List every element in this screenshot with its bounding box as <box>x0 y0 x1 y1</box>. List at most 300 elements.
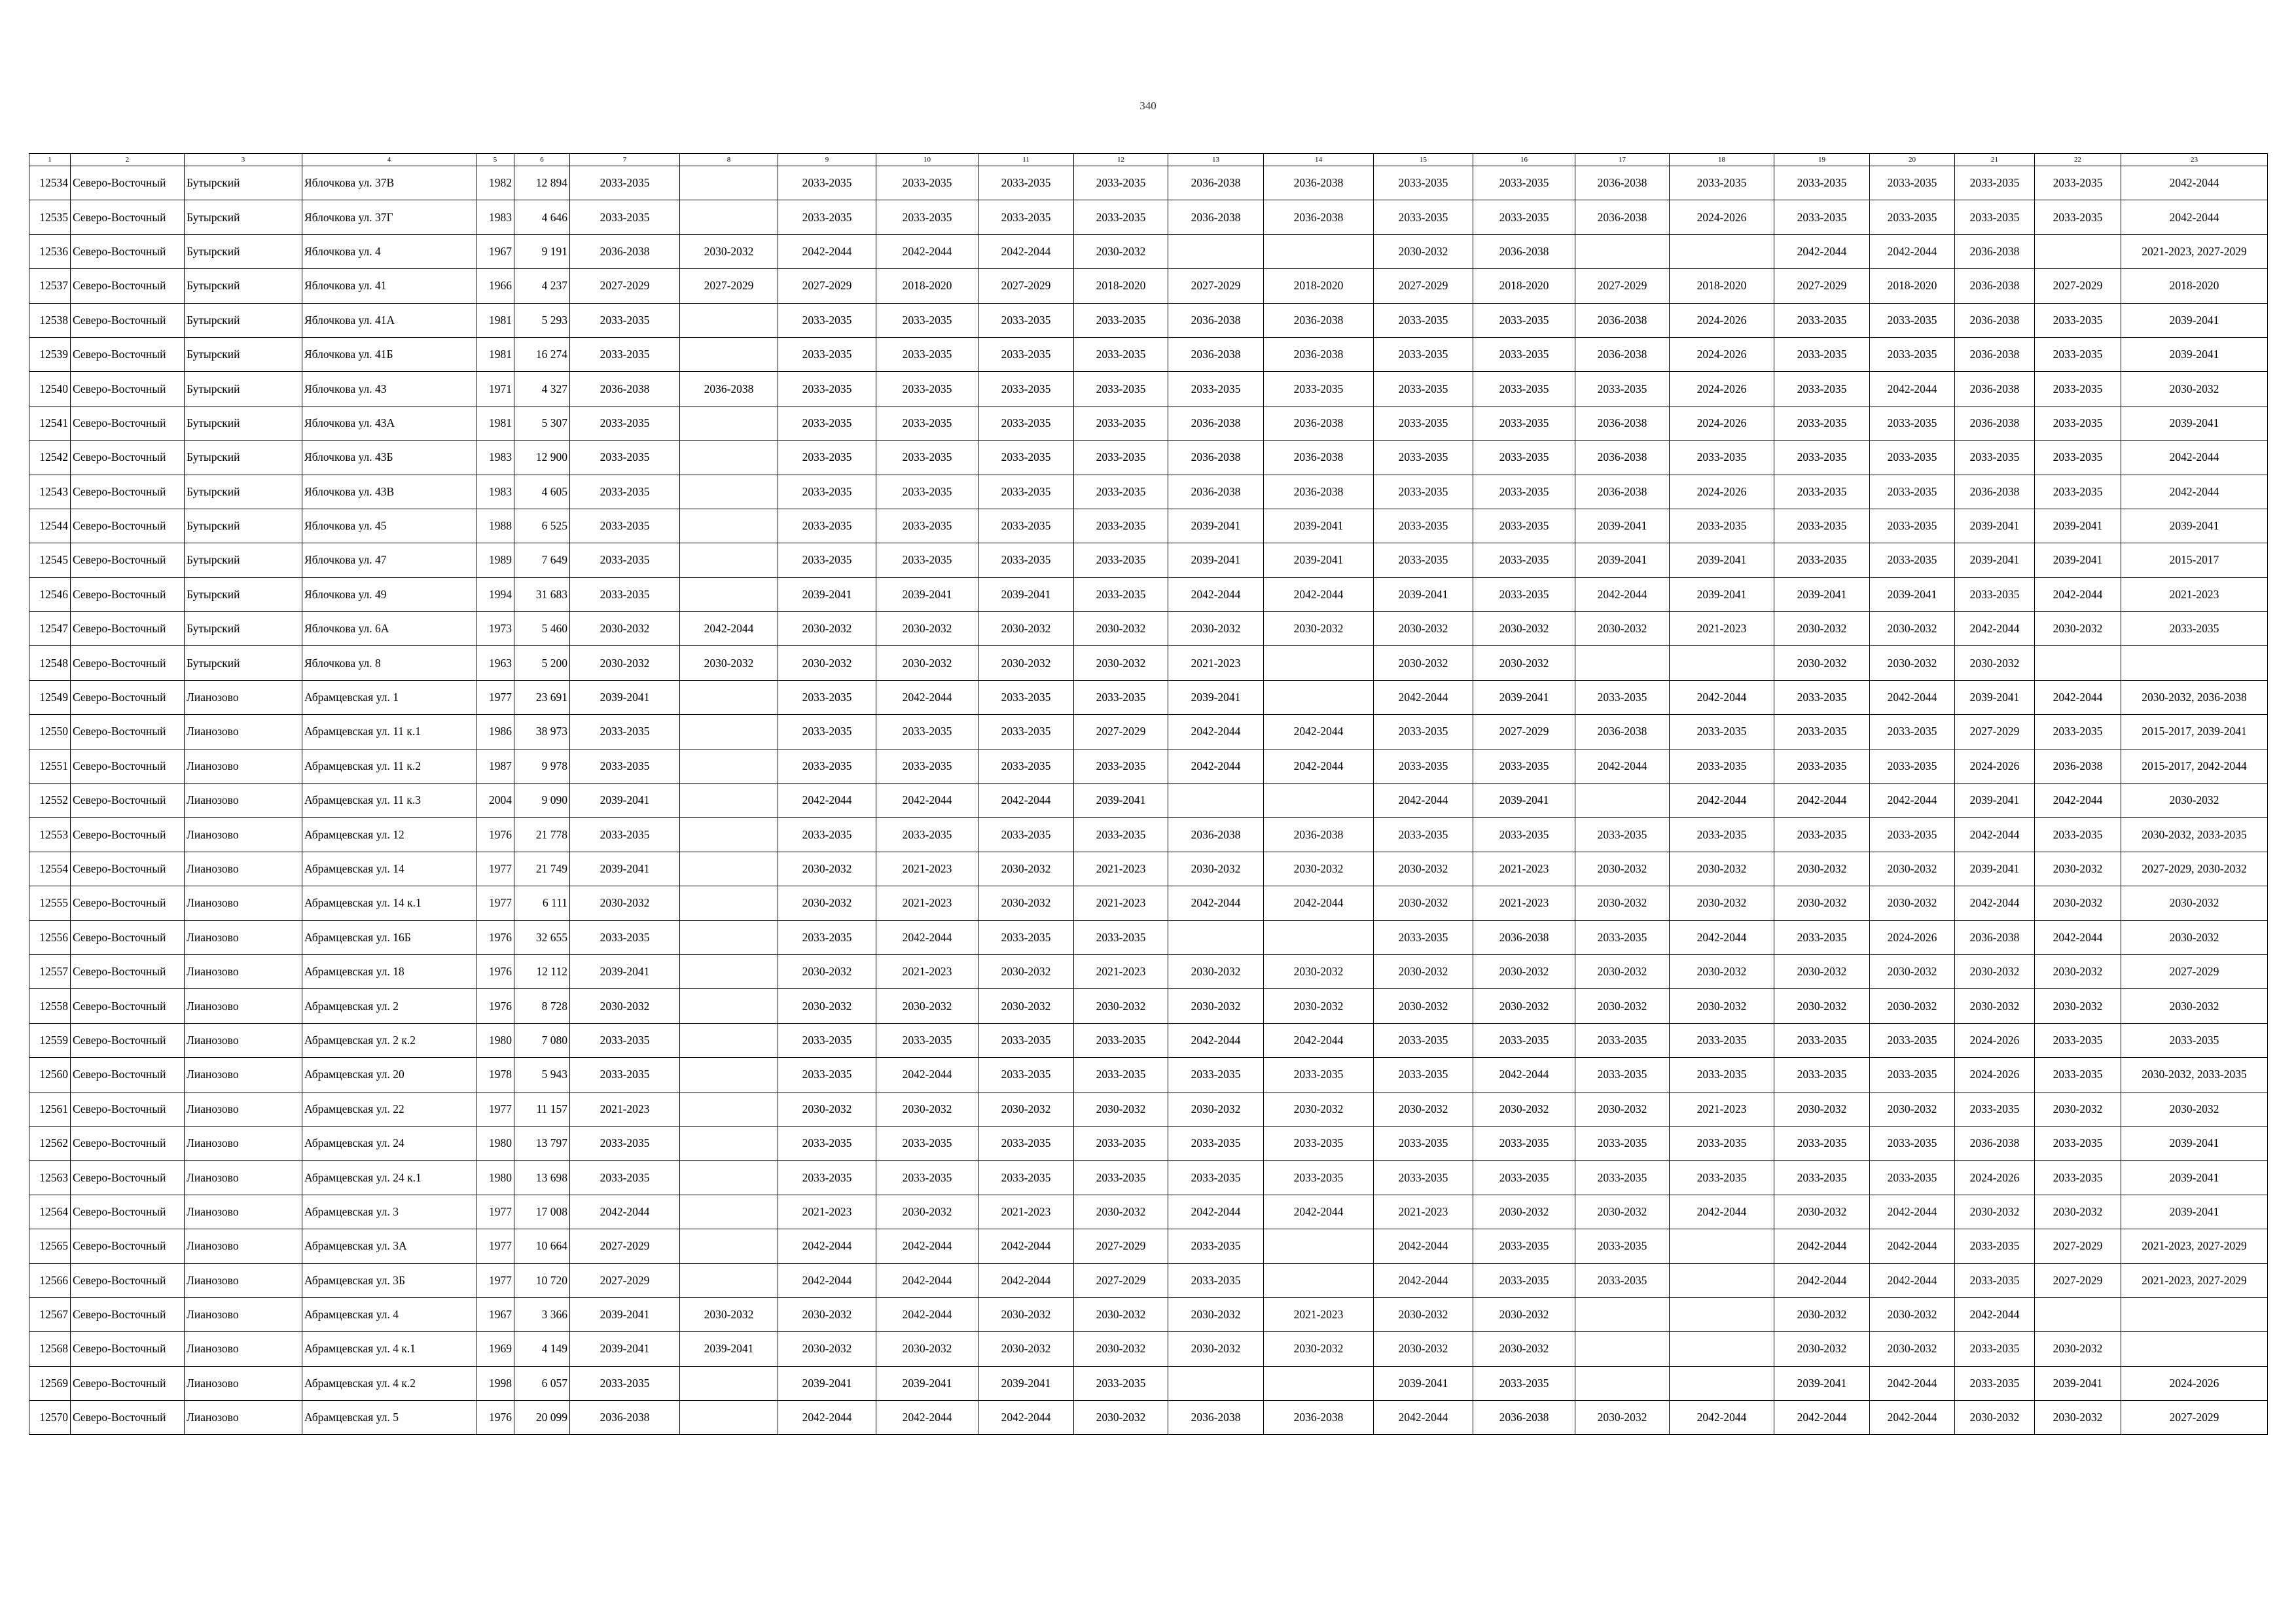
table-cell: 2033-2035 <box>2035 475 2121 509</box>
table-row <box>29 680 2268 714</box>
table-cell: 21 778 <box>514 818 570 852</box>
table-row <box>29 1229 2268 1263</box>
table-cell: Лианозово <box>185 1023 302 1057</box>
table-cell: 2042-2044 <box>2121 200 2268 234</box>
table-cell: Северо-Восточный <box>71 1263 185 1297</box>
table-cell <box>680 954 778 988</box>
table-cell: 2039-2041 <box>1473 784 1575 818</box>
table-cell: 2033-2035 <box>1074 680 1168 714</box>
table-cell: 2030-2032 <box>2035 954 2121 988</box>
table-cell: 2030-2032 <box>1168 1332 1264 1366</box>
table-cell: 2033-2035 <box>1264 372 1374 406</box>
table-cell: 2042-2044 <box>1374 784 1473 818</box>
table-cell <box>1168 1366 1264 1400</box>
table-cell: 2033-2035 <box>570 543 680 577</box>
table-cell: 2033-2035 <box>570 715 680 749</box>
table-cell: 2030-2032 <box>1264 1332 1374 1366</box>
table-cell: 1982 <box>476 166 514 200</box>
table-cell: 2039-2041 <box>1774 1366 1870 1400</box>
table-cell: 2024-2026 <box>1670 337 1774 371</box>
column-number: 23 <box>2121 154 2268 166</box>
table-cell <box>1168 234 1264 268</box>
table-cell: Абрамцевская ул. 4 к.1 <box>302 1332 476 1366</box>
table-row <box>29 269 2268 303</box>
table-cell: 2030-2032 <box>1774 646 1870 680</box>
table-cell: 2039-2041 <box>1264 509 1374 543</box>
table-cell: 2030-2032 <box>1074 989 1168 1023</box>
table-cell: Северо-Восточный <box>71 1401 185 1435</box>
table-cell: 2039-2041 <box>1168 543 1264 577</box>
table-cell: 12558 <box>29 989 71 1023</box>
table-cell: 2033-2035 <box>1575 1263 1670 1297</box>
table-cell: 2030-2032 <box>1074 1332 1168 1366</box>
table-cell: 2033-2035 <box>570 166 680 200</box>
table-cell: 12543 <box>29 475 71 509</box>
table-cell <box>1670 1229 1774 1263</box>
table-cell: 2021-2023 <box>876 954 978 988</box>
table-cell: 2033-2035 <box>1870 337 1955 371</box>
table-cell: 2030-2032 <box>1473 1195 1575 1229</box>
table-cell: 2039-2041 <box>2035 543 2121 577</box>
table-cell: 2021-2023 <box>1473 852 1575 886</box>
table-cell: 8 728 <box>514 989 570 1023</box>
table-cell: 2033-2035 <box>1374 1023 1473 1057</box>
column-number: 18 <box>1670 154 1774 166</box>
table-cell: 2033-2035 <box>1473 441 1575 475</box>
table-cell: Лианозово <box>185 1195 302 1229</box>
table-cell: 2033-2035 <box>978 303 1074 337</box>
table-cell: 2018-2020 <box>1870 269 1955 303</box>
table-cell: 2033-2035 <box>778 749 876 783</box>
table-cell: 2042-2044 <box>978 1401 1074 1435</box>
table-cell: 2030-2032 <box>1374 954 1473 988</box>
table-row <box>29 818 2268 852</box>
table-cell: Абрамцевская ул. 3 <box>302 1195 476 1229</box>
table-cell: 2042-2044 <box>778 234 876 268</box>
column-number: 19 <box>1774 154 1870 166</box>
table-cell: 2033-2035 <box>1575 1126 1670 1160</box>
table-cell: 2027-2029 <box>778 269 876 303</box>
table-cell: 2021-2023 <box>2121 577 2268 611</box>
table-row <box>29 886 2268 920</box>
table-cell: 2030-2032 <box>1774 989 1870 1023</box>
table-cell: 2039-2041 <box>2121 1195 2268 1229</box>
table-cell: 2033-2035 <box>1955 441 2035 475</box>
table-cell: 2033-2035 <box>1670 509 1774 543</box>
table-cell: 12 894 <box>514 166 570 200</box>
table-cell: 2033-2035 <box>1870 475 1955 509</box>
table-cell: 2042-2044 <box>778 1263 876 1297</box>
table-cell: Яблочкова ул. 43В <box>302 475 476 509</box>
table-cell: 2027-2029 <box>2121 1401 2268 1435</box>
table-cell: 2033-2035 <box>1074 200 1168 234</box>
table-cell: 2036-2038 <box>1264 441 1374 475</box>
table-cell: 2030-2032 <box>978 1297 1074 1331</box>
table-cell: 2033-2035 <box>1774 1161 1870 1195</box>
table-cell: 2036-2038 <box>1473 1401 1575 1435</box>
table-cell: 2021-2023 <box>1264 1297 1374 1331</box>
table-cell: 2030-2032 <box>1575 1401 1670 1435</box>
table-cell: 2030-2032 <box>1374 612 1473 646</box>
table-cell: 2030-2032 <box>1575 886 1670 920</box>
table-cell: 2027-2029 <box>1074 1263 1168 1297</box>
table-cell: 2030-2032 <box>1774 1195 1870 1229</box>
table-cell: 1977 <box>476 1195 514 1229</box>
table-cell <box>1670 646 1774 680</box>
table-cell: 2030-2032 <box>778 1092 876 1126</box>
table-cell: 2036-2038 <box>1168 406 1264 440</box>
table-cell: 2024-2026 <box>1670 372 1774 406</box>
table-cell: 2042-2044 <box>1575 749 1670 783</box>
table-cell <box>680 1263 778 1297</box>
table-row <box>29 166 2268 200</box>
table-cell: 2042-2044 <box>570 1195 680 1229</box>
table-cell: 2033-2035 <box>1870 441 1955 475</box>
table-cell: 1976 <box>476 1401 514 1435</box>
table-cell: 2027-2029 <box>1955 715 2035 749</box>
table-cell: 2033-2035 <box>1074 1161 1168 1195</box>
table-cell: 2030-2032 <box>1955 1401 2035 1435</box>
table-cell: 2030-2032 <box>570 612 680 646</box>
table-cell: 2033-2035 <box>1168 1161 1264 1195</box>
table-cell: 2042-2044 <box>1670 680 1774 714</box>
table-cell: 1977 <box>476 1229 514 1263</box>
table-cell <box>680 337 778 371</box>
table-cell: 2027-2029 <box>1774 269 1870 303</box>
table-cell: 2036-2038 <box>570 1401 680 1435</box>
table-cell: 12534 <box>29 166 71 200</box>
table-cell: 2042-2044 <box>1473 1058 1575 1092</box>
table-cell: Северо-Восточный <box>71 200 185 234</box>
table-cell: 21 749 <box>514 852 570 886</box>
table-cell: 1967 <box>476 1297 514 1331</box>
table-cell: Северо-Восточный <box>71 1229 185 1263</box>
table-cell: 2033-2035 <box>1374 715 1473 749</box>
table-cell: 2030-2032 <box>1374 989 1473 1023</box>
table-cell: 2021-2023 <box>1074 954 1168 988</box>
table-cell: 3 366 <box>514 1297 570 1331</box>
table-cell: 2030-2032 <box>1575 852 1670 886</box>
table-row <box>29 920 2268 954</box>
table-cell: 12569 <box>29 1366 71 1400</box>
table-cell: 2033-2035 <box>1168 1126 1264 1160</box>
table-cell: 2033-2035 <box>1670 1126 1774 1160</box>
table-cell: 2030-2032 <box>978 886 1074 920</box>
table-cell <box>2035 646 2121 680</box>
table-cell: 2033-2035 <box>1575 818 1670 852</box>
table-cell: 2030-2032 <box>2121 784 2268 818</box>
table-cell: Северо-Восточный <box>71 749 185 783</box>
table-cell <box>680 818 778 852</box>
table-cell: Лианозово <box>185 784 302 818</box>
table-cell: Абрамцевская ул. 24 к.1 <box>302 1161 476 1195</box>
column-number: 7 <box>570 154 680 166</box>
table-cell: 2030-2032 <box>978 852 1074 886</box>
table-cell: 2042-2044 <box>680 612 778 646</box>
table-cell: 2027-2029 <box>978 269 1074 303</box>
table-cell: 2033-2035 <box>1670 166 1774 200</box>
table-cell: Яблочкова ул. 43Б <box>302 441 476 475</box>
table-row <box>29 303 2268 337</box>
table-cell: 2033-2035 <box>978 749 1074 783</box>
table-cell: 2033-2035 <box>1473 509 1575 543</box>
table-cell: 2036-2038 <box>1168 303 1264 337</box>
table-cell: Лианозово <box>185 989 302 1023</box>
table-cell: Бутырский <box>185 475 302 509</box>
table-cell: 2033-2035 <box>978 920 1074 954</box>
table-cell: 2033-2035 <box>876 441 978 475</box>
table-cell: 2033-2035 <box>1870 509 1955 543</box>
table-cell: 2036-2038 <box>1955 234 2035 268</box>
table-cell: 20 099 <box>514 1401 570 1435</box>
table-cell: 2033-2035 <box>1774 509 1870 543</box>
table-cell: Северо-Восточный <box>71 1297 185 1331</box>
table-cell <box>2121 1297 2268 1331</box>
table-cell: 2033-2035 <box>778 1023 876 1057</box>
table-cell: Северо-Восточный <box>71 646 185 680</box>
table-cell: 2033-2035 <box>1575 920 1670 954</box>
table-cell: 2024-2026 <box>1955 749 2035 783</box>
table-cell: 2030-2032 <box>1670 852 1774 886</box>
table-cell: 2030-2032 <box>570 646 680 680</box>
table-row <box>29 372 2268 406</box>
table-cell: 2033-2035 <box>1473 1126 1575 1160</box>
table-cell: Северо-Восточный <box>71 886 185 920</box>
table-cell: 2030-2032 <box>2035 1401 2121 1435</box>
table-cell: 2033-2035 <box>778 543 876 577</box>
table-cell: 2033-2035 <box>2035 303 2121 337</box>
table-cell: Северо-Восточный <box>71 509 185 543</box>
table-cell: Яблочкова ул. 41 <box>302 269 476 303</box>
table-row <box>29 1023 2268 1057</box>
table-cell: 2018-2020 <box>1074 269 1168 303</box>
column-number: 12 <box>1074 154 1168 166</box>
table-cell: Яблочкова ул. 41Б <box>302 337 476 371</box>
table-cell: 2042-2044 <box>1168 577 1264 611</box>
table-cell: 2036-2038 <box>1264 1401 1374 1435</box>
table-cell: 2024-2026 <box>2121 1366 2268 1400</box>
table-cell: 2033-2035 <box>1774 1058 1870 1092</box>
table-cell: 2036-2038 <box>1955 1126 2035 1160</box>
table-cell <box>680 509 778 543</box>
table-cell: 2018-2020 <box>1264 269 1374 303</box>
table-cell: 2033-2035 <box>1670 1161 1774 1195</box>
table-cell: 2033-2035 <box>1774 406 1870 440</box>
table-cell: 2033-2035 <box>1074 406 1168 440</box>
table-cell: 5 307 <box>514 406 570 440</box>
table-cell: 7 080 <box>514 1023 570 1057</box>
table-row <box>29 1366 2268 1400</box>
table-cell: 2033-2035 <box>1955 166 2035 200</box>
table-cell: 2033-2035 <box>570 509 680 543</box>
table-cell: 2033-2035 <box>876 1161 978 1195</box>
table-cell: 2033-2035 <box>778 1126 876 1160</box>
table-cell: 2030-2032 <box>570 989 680 1023</box>
table-cell: 2030-2032 <box>2121 1092 2268 1126</box>
table-cell: 2036-2038 <box>1955 337 2035 371</box>
table-cell: 6 111 <box>514 886 570 920</box>
table-cell: 12545 <box>29 543 71 577</box>
table-cell: 2039-2041 <box>1774 577 1870 611</box>
table-cell: 2033-2035 <box>1473 303 1575 337</box>
table-cell: Абрамцевская ул. 1 <box>302 680 476 714</box>
table-cell: 32 655 <box>514 920 570 954</box>
table-row <box>29 1263 2268 1297</box>
table-cell: Северо-Восточный <box>71 852 185 886</box>
table-body <box>29 166 2268 1435</box>
table-cell <box>2035 234 2121 268</box>
table-cell: 2033-2035 <box>1074 303 1168 337</box>
table-cell: 2033-2035 <box>1670 715 1774 749</box>
table-cell: 2027-2029 <box>1168 269 1264 303</box>
table-cell: 2030-2032 <box>1774 886 1870 920</box>
table-cell: 2033-2035 <box>978 1126 1074 1160</box>
table-cell: 2042-2044 <box>1374 680 1473 714</box>
table-cell: Северо-Восточный <box>71 406 185 440</box>
table-cell: 2030-2032 <box>1870 1092 1955 1126</box>
table-cell: 2033-2035 <box>1870 303 1955 337</box>
table-cell: 2030-2032 <box>1774 852 1870 886</box>
table-cell: 13 698 <box>514 1161 570 1195</box>
table-cell: 2036-2038 <box>1575 475 1670 509</box>
table-cell: 2042-2044 <box>778 1229 876 1263</box>
table-cell: 2033-2035 <box>1955 1332 2035 1366</box>
table-cell: 2036-2038 <box>1168 1401 1264 1435</box>
table-cell: 2030-2032 <box>1374 646 1473 680</box>
table-cell: 2036-2038 <box>1168 441 1264 475</box>
table-cell: Лианозово <box>185 1401 302 1435</box>
table-cell: 9 191 <box>514 234 570 268</box>
table-cell: 2030-2032 <box>1168 612 1264 646</box>
table-cell: 2021-2023 <box>1670 1092 1774 1126</box>
table-cell: 2033-2035 <box>876 200 978 234</box>
table-cell: 2033-2035 <box>1074 577 1168 611</box>
table-cell: 2024-2026 <box>1670 200 1774 234</box>
table-cell: Абрамцевская ул. 4 к.2 <box>302 1366 476 1400</box>
table-cell: 2030-2032 <box>1074 1401 1168 1435</box>
table-cell: 2033-2035 <box>778 475 876 509</box>
table-cell: 2030-2032 <box>1168 1297 1264 1331</box>
table-cell <box>680 1366 778 1400</box>
table-cell: 2033-2035 <box>1168 372 1264 406</box>
table-cell <box>1168 920 1264 954</box>
table-cell: 2039-2041 <box>570 1297 680 1331</box>
table-cell: 2030-2032 <box>1264 954 1374 988</box>
table-cell: 2024-2026 <box>1955 1023 2035 1057</box>
table-cell: 2033-2035 <box>570 441 680 475</box>
table-cell: 12567 <box>29 1297 71 1331</box>
table-cell: 2033-2035 <box>1955 1263 2035 1297</box>
table-cell: 2021-2023, 2027-2029 <box>2121 234 2268 268</box>
table-cell: 2033-2035 <box>570 1366 680 1400</box>
table-cell: 2033-2035 <box>570 475 680 509</box>
table-cell: 2039-2041 <box>680 1332 778 1366</box>
table-cell: 2033-2035 <box>1074 543 1168 577</box>
table-cell: Абрамцевская ул. 2 к.2 <box>302 1023 476 1057</box>
table-cell: 2036-2038 <box>1168 818 1264 852</box>
table-cell: 4 646 <box>514 200 570 234</box>
table-cell: 2024-2026 <box>1670 303 1774 337</box>
table-cell: 2033-2035 <box>1473 1229 1575 1263</box>
table-cell: Яблочкова ул. 45 <box>302 509 476 543</box>
table-cell: 2030-2032 <box>1670 886 1774 920</box>
table-cell: 2030-2032 <box>778 852 876 886</box>
table-cell: Абрамцевская ул. 2 <box>302 989 476 1023</box>
table-cell: 2033-2035 <box>2035 166 2121 200</box>
table-cell: Бутырский <box>185 234 302 268</box>
table-cell: 2033-2035 <box>1374 1126 1473 1160</box>
table-cell: 2030-2032 <box>1074 646 1168 680</box>
table-cell: 12570 <box>29 1401 71 1435</box>
table-cell: 2033-2035 <box>876 166 978 200</box>
table-cell: 2030-2032, 2033-2035 <box>2121 818 2268 852</box>
table-cell: 12539 <box>29 337 71 371</box>
table-cell: 2021-2023, 2027-2029 <box>2121 1229 2268 1263</box>
table-cell: 6 525 <box>514 509 570 543</box>
table-cell: 1989 <box>476 543 514 577</box>
table-cell: 2033-2035 <box>1670 818 1774 852</box>
table-cell: 2024-2026 <box>1670 406 1774 440</box>
table-cell: 2033-2035 <box>1473 475 1575 509</box>
table-cell: 1980 <box>476 1161 514 1195</box>
table-cell: 2039-2041 <box>2121 509 2268 543</box>
table-cell: 2042-2044 <box>876 1229 978 1263</box>
table-cell: 2036-2038 <box>1264 303 1374 337</box>
table-cell: 2033-2035 <box>1870 543 1955 577</box>
table-cell: 2033-2035 <box>1955 1229 2035 1263</box>
table-cell: 2033-2035 <box>1074 441 1168 475</box>
table-cell: 2033-2035 <box>1473 372 1575 406</box>
table-cell: 2039-2041 <box>2035 1366 2121 1400</box>
table-cell: 1977 <box>476 852 514 886</box>
table-cell: 2039-2041 <box>978 577 1074 611</box>
table-cell: 2033-2035 <box>778 1058 876 1092</box>
table-cell: 2036-2038 <box>1575 166 1670 200</box>
table-row <box>29 1332 2268 1366</box>
table-cell: 2021-2023, 2027-2029 <box>2121 1263 2268 1297</box>
table-cell: 2030-2032 <box>1575 954 1670 988</box>
table-cell: 2042-2044 <box>1168 749 1264 783</box>
table-cell: 2030-2032 <box>1575 989 1670 1023</box>
table-cell: 2042-2044 <box>1168 1023 1264 1057</box>
table-cell: 2027-2029 <box>680 269 778 303</box>
table-cell: 2033-2035 <box>1374 1058 1473 1092</box>
table-cell: 2033-2035 <box>1575 1161 1670 1195</box>
table-cell: 1976 <box>476 989 514 1023</box>
table-cell: 2030-2032 <box>1473 646 1575 680</box>
table-cell: 2042-2044 <box>2035 784 2121 818</box>
table-cell: 2042-2044 <box>978 784 1074 818</box>
table-cell <box>680 1126 778 1160</box>
table-cell: 1976 <box>476 920 514 954</box>
table-cell: 1976 <box>476 818 514 852</box>
table-cell: 12538 <box>29 303 71 337</box>
table-cell <box>680 1023 778 1057</box>
table-cell: 2042-2044 <box>1774 234 1870 268</box>
table-cell: Абрамцевская ул. 16Б <box>302 920 476 954</box>
table-cell: 2042-2044 <box>978 234 1074 268</box>
column-number: 2 <box>71 154 185 166</box>
table-cell: 2030-2032 <box>1264 1092 1374 1126</box>
table-cell <box>680 989 778 1023</box>
table-cell: 2033-2035 <box>1074 509 1168 543</box>
table-cell: 2033-2035 <box>1575 1023 1670 1057</box>
table-cell: Лианозово <box>185 1366 302 1400</box>
table-cell: 11 157 <box>514 1092 570 1126</box>
table-cell: Северо-Восточный <box>71 269 185 303</box>
table-cell <box>1575 1366 1670 1400</box>
table-cell: 2042-2044 <box>1168 886 1264 920</box>
